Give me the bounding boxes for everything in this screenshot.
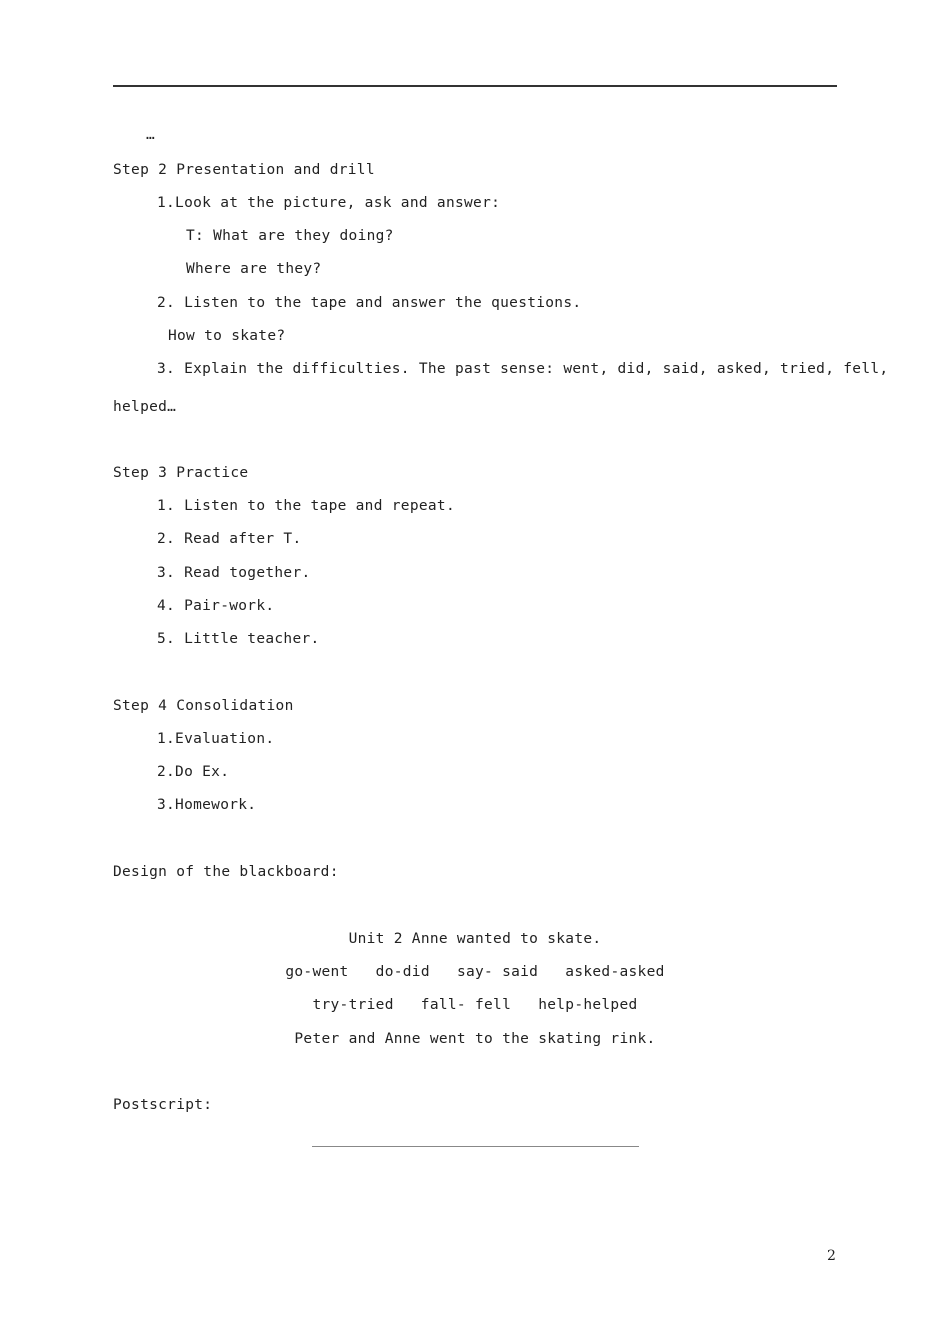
blackboard-title: Unit 2 Anne wanted to skate. <box>348 931 602 947</box>
step3-item: 4. Pair-work. <box>157 598 275 614</box>
blackboard-line: Peter and Anne went to the skating rink. <box>294 1031 656 1047</box>
step2-item-1: 1.Look at the picture, ask and answer: <box>157 195 501 211</box>
step2-item-1-question-2: Where are they? <box>186 261 322 277</box>
page-number: 2 <box>827 1248 836 1264</box>
step3-item: 3. Read together. <box>157 565 311 581</box>
blackboard-line: try-tried fall- fell help-helped <box>312 997 638 1013</box>
step4-item: 1.Evaluation. <box>157 731 275 747</box>
step4-item: 3.Homework. <box>157 797 257 813</box>
step2-item-2: 2. Listen to the tape and answer the questions. <box>157 295 582 311</box>
blackboard-line: go-went do-did say- said asked-asked <box>285 964 665 980</box>
step2-heading: Step 2 Presentation and drill <box>113 162 375 178</box>
postscript-label: Postscript: <box>113 1097 213 1113</box>
step4-item: 2.Do Ex. <box>157 764 230 780</box>
step4-heading: Step 4 Consolidation <box>113 698 294 714</box>
step2-item-3: 3. Explain the difficulties. The past sense: went, did, said, asked, tried, fell, <box>157 361 889 377</box>
continuation-ellipsis: … <box>146 127 156 143</box>
step2-item-2-question: How to skate? <box>168 328 286 344</box>
header-rule <box>113 85 837 87</box>
step3-item: 5. Little teacher. <box>157 631 320 647</box>
step3-item: 1. Listen to the tape and repeat. <box>157 498 455 514</box>
step3-item: 2. Read after T. <box>157 531 302 547</box>
postscript-blank-line <box>312 1146 639 1147</box>
blackboard-heading: Design of the blackboard: <box>113 864 339 880</box>
step2-item-1-question-1: T: What are they doing? <box>186 228 394 244</box>
step3-heading: Step 3 Practice <box>113 465 249 481</box>
step2-item-3-continued: helped… <box>113 399 177 415</box>
